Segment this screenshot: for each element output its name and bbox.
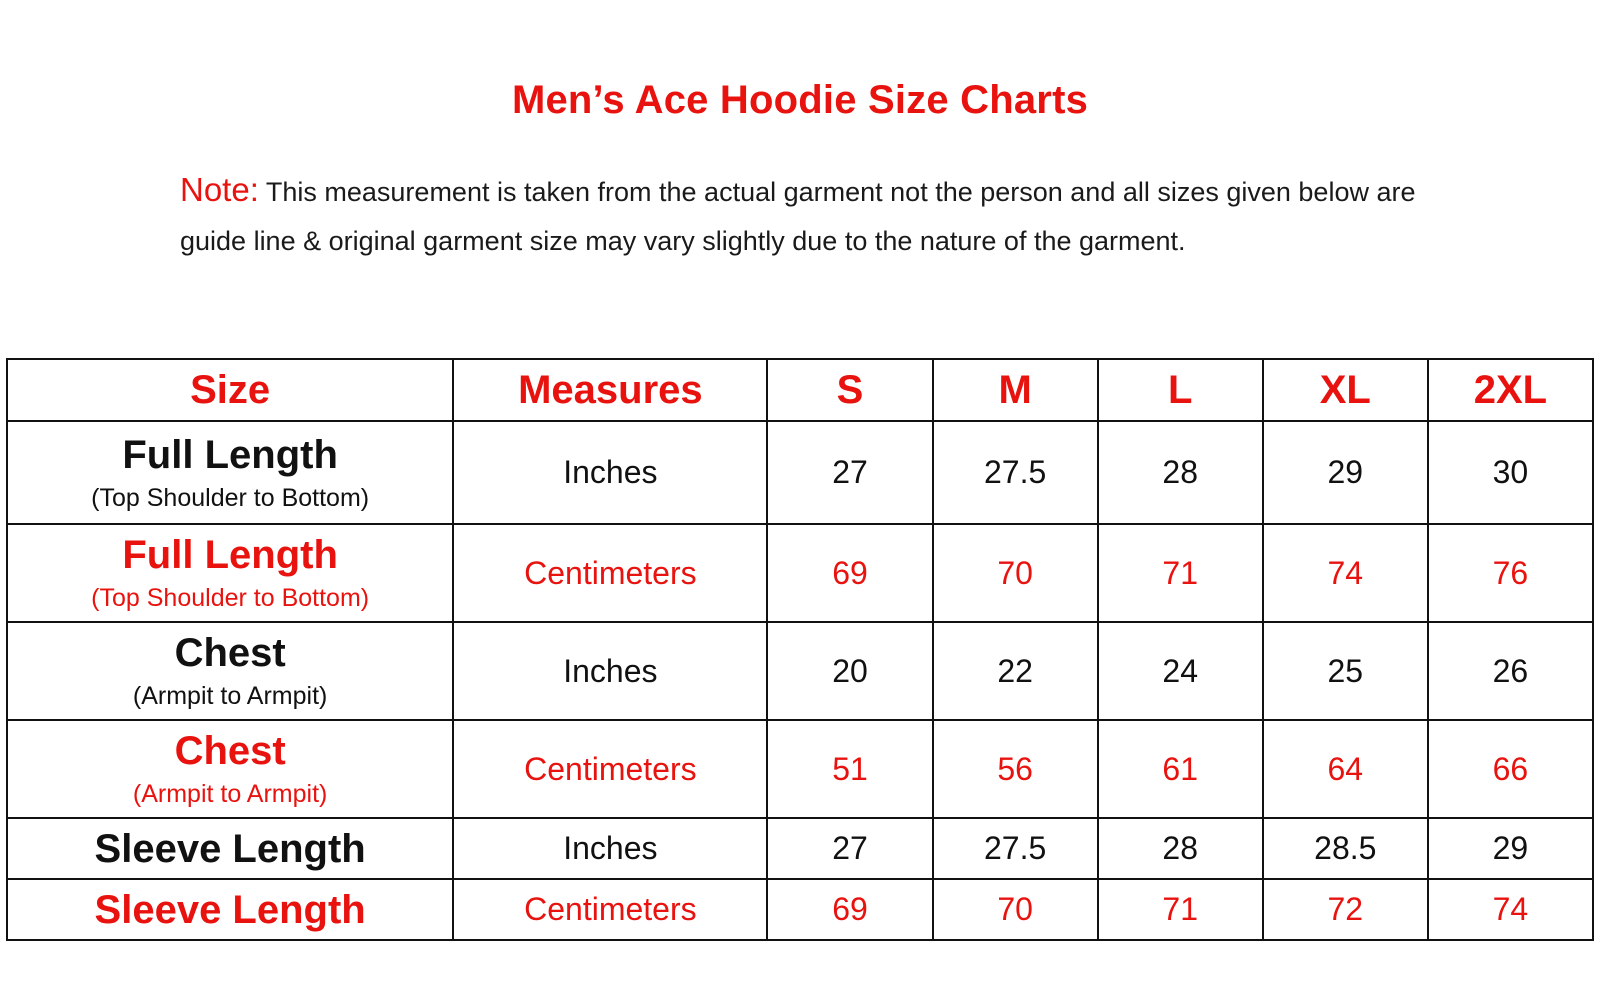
row-sublabel: (Top Shoulder to Bottom)	[91, 584, 370, 612]
value-cell: 76	[1428, 524, 1593, 622]
header-s: S	[767, 359, 932, 421]
value-cell: 69	[767, 879, 932, 940]
row-label-cell	[7, 421, 453, 524]
value-cell: 66	[1428, 720, 1593, 818]
table-row	[7, 879, 1593, 940]
value-cell: 69	[767, 524, 932, 622]
header-2xl: 2XL	[1428, 359, 1593, 421]
value-cell: 22	[933, 622, 1098, 720]
value-cell: 20	[767, 622, 932, 720]
value-cell: 30	[1428, 421, 1593, 524]
value-cell: 28	[1098, 421, 1263, 524]
value-cell: 56	[933, 720, 1098, 818]
row-label: Sleeve Length	[94, 887, 366, 932]
value-cell: 27.5	[933, 421, 1098, 524]
header-xl: XL	[1263, 359, 1428, 421]
value-cell: 70	[933, 524, 1098, 622]
page-title: Men’s Ace Hoodie Size Charts	[511, 78, 1089, 122]
note-text: This measurement is taken from the actual garment not the person and all sizes given below are guide line & original garment size may vary slightly due to the nature of the garment.	[180, 177, 1416, 256]
value-cell: 64	[1263, 720, 1428, 818]
value-cell: 61	[1098, 720, 1263, 818]
value-cell: 25	[1263, 622, 1428, 720]
table-header-row	[7, 359, 1593, 421]
row-label-cell	[7, 622, 453, 720]
note-label: Note:	[180, 171, 259, 208]
row-label: Full Length	[122, 533, 338, 577]
value-cell: 24	[1098, 622, 1263, 720]
row-label: Chest	[174, 729, 286, 773]
value-cell: 27	[767, 818, 932, 879]
value-cell: 71	[1098, 879, 1263, 940]
value-cell: 28	[1098, 818, 1263, 879]
row-label-cell	[7, 879, 453, 940]
value-cell: 26	[1428, 622, 1593, 720]
header-m: M	[933, 359, 1098, 421]
row-label: Full Length	[122, 432, 338, 477]
measure-cell: Centimeters	[453, 720, 767, 818]
row-label: Sleeve Length	[94, 826, 366, 871]
row-sublabel: (Top Shoulder to Bottom)	[91, 483, 370, 512]
measure-cell: Inches	[453, 622, 767, 720]
measure-cell: Inches	[453, 818, 767, 879]
table-row	[7, 622, 1593, 720]
value-cell: 74	[1263, 524, 1428, 622]
value-cell: 27.5	[933, 818, 1098, 879]
header-size: Size	[7, 359, 453, 421]
note-paragraph	[180, 165, 1470, 266]
value-cell: 72	[1263, 879, 1428, 940]
row-label-cell	[7, 524, 453, 622]
value-cell: 29	[1263, 421, 1428, 524]
value-cell: 28.5	[1263, 818, 1428, 879]
table-row	[7, 818, 1593, 879]
size-chart-table	[6, 358, 1594, 941]
value-cell: 71	[1098, 524, 1263, 622]
value-cell: 74	[1428, 879, 1593, 940]
row-sublabel: (Armpit to Armpit)	[132, 780, 328, 808]
table-row	[7, 720, 1593, 818]
header-l: L	[1098, 359, 1263, 421]
value-cell: 29	[1428, 818, 1593, 879]
measure-cell: Inches	[453, 421, 767, 524]
row-sublabel: (Armpit to Armpit)	[132, 682, 328, 710]
measure-cell: Centimeters	[453, 524, 767, 622]
value-cell: 70	[933, 879, 1098, 940]
header-measures: Measures	[453, 359, 767, 421]
value-cell: 51	[767, 720, 932, 818]
value-cell: 27	[767, 421, 932, 524]
table-row	[7, 524, 1593, 622]
measure-cell: Centimeters	[453, 879, 767, 940]
row-label-cell	[7, 720, 453, 818]
row-label: Chest	[174, 631, 286, 675]
table-row	[7, 421, 1593, 524]
row-label-cell	[7, 818, 453, 879]
